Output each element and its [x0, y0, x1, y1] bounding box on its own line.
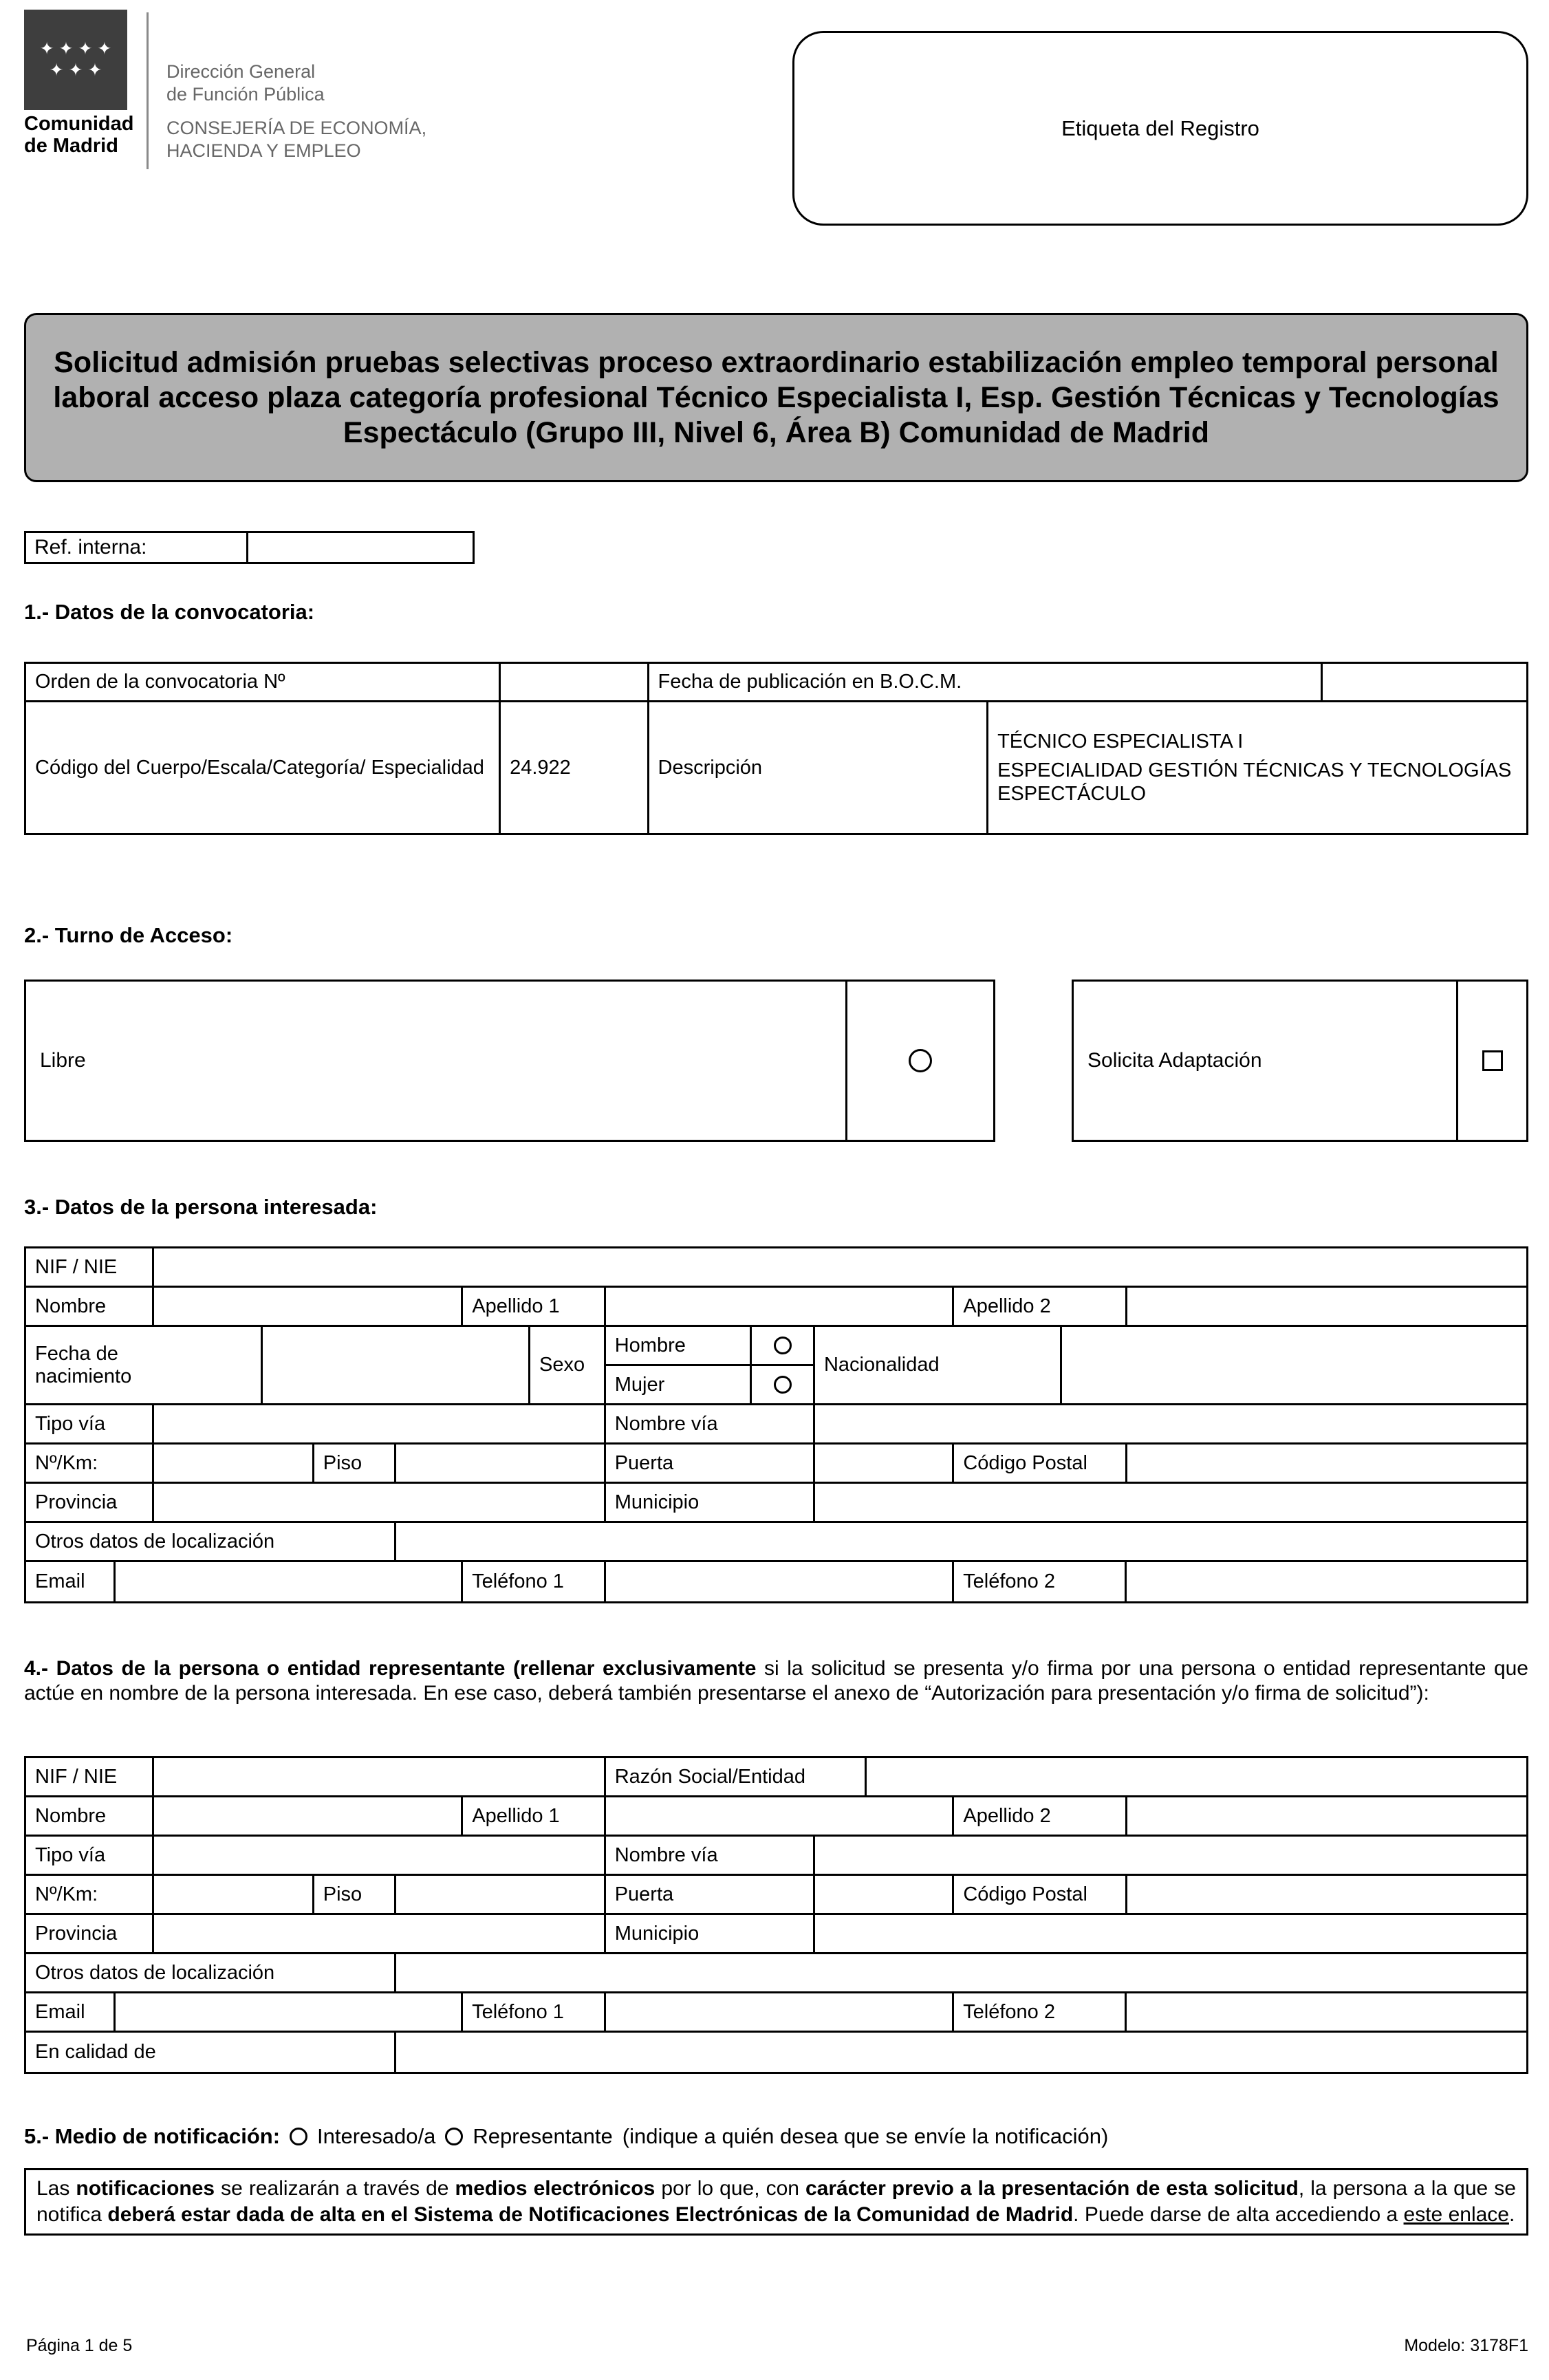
brand-line2: de Madrid [24, 135, 118, 157]
section5-line [24, 2124, 1108, 2149]
telefono1-label: Teléfono 1 [463, 1562, 605, 1601]
otros-datos-label: Otros datos de localización [26, 1523, 396, 1560]
note-seg10: . [1508, 2203, 1515, 2226]
nombre-label: Nombre [26, 1288, 154, 1325]
codigo-cuerpo-value: 24.922 [501, 702, 649, 833]
rep-nombre-label: Nombre [26, 1797, 154, 1835]
rep-tipo-via-label: Tipo vía [26, 1837, 154, 1874]
provincia-label: Provincia [26, 1484, 154, 1521]
nombre-via-label: Nombre vía [606, 1405, 815, 1442]
rep-nif-input[interactable] [154, 1758, 605, 1795]
solicita-adaptacion-checkbox[interactable] [1482, 1050, 1503, 1071]
notif-interesado-radio[interactable] [290, 2128, 307, 2145]
flag-stars-row2: ✦✦✦ [49, 61, 107, 80]
sexo-hombre-label: Hombre [606, 1327, 752, 1364]
org-consejeria [166, 117, 426, 162]
descripcion-line1: TÉCNICO ESPECIALISTA I [997, 731, 1244, 753]
note-seg2: notificaciones [76, 2177, 215, 2200]
rep-piso-label: Piso [314, 1876, 397, 1913]
codigo-postal-input[interactable] [1127, 1445, 1526, 1482]
rep-municipio-label: Municipio [606, 1915, 815, 1952]
turno-acceso-row [24, 980, 1528, 1142]
codigo-postal-label: Código Postal [954, 1445, 1127, 1482]
section1-heading: 1.- Datos de la convocatoria: [24, 600, 315, 624]
solicita-adaptacion-cell [1458, 982, 1526, 1140]
nombre-input[interactable] [154, 1288, 463, 1325]
num-km-input[interactable] [154, 1445, 314, 1482]
turno-libre-box [24, 980, 995, 1142]
codigo-cuerpo-label: Código del Cuerpo/Escala/Categoría/ Especialidad [26, 702, 501, 833]
descripcion-line2: ESPECIALIDAD GESTIÓN TÉCNICAS Y TECNOLOGÍAS ESPECTÁCULO [997, 759, 1512, 805]
section2-heading: 2.- Turno de Acceso: [24, 923, 233, 947]
header-divider [147, 12, 149, 169]
notif-representante-label: Representante [473, 2124, 613, 2148]
registry-label-text: Etiqueta del Registro [1061, 116, 1259, 140]
sexo-hombre-cell [752, 1327, 813, 1364]
nacionalidad-label: Nacionalidad [815, 1327, 1062, 1403]
tipo-via-label: Tipo vía [26, 1405, 154, 1442]
rep-provincia-label: Provincia [26, 1915, 154, 1952]
note-seg9: . Puede darse de alta accediendo a [1073, 2203, 1404, 2226]
en-calidad-label: En calidad de [26, 2033, 396, 2072]
sexo-options [606, 1327, 815, 1403]
form-title-text: Solicitud admisión pruebas selectivas proceso extraordinario estabilización empleo temporal personal laboral acceso plaza categoría profesional Técnico Especialista I, Esp. Gestión Técnicas y Tecnologías Espectáculo (Grupo III, Nivel 6, Área B) Comunidad de Madrid [53, 345, 1499, 449]
note-seg7: , la persona a la que se notifica [36, 2177, 1516, 2226]
model-number: Modelo: 3178F1 [1404, 2336, 1528, 2355]
section4-intro-rest: si la solicitud se presenta y/o firma por una persona o entidad representante que actúe en nombre de la persona interesada. En ese caso, deberá también presentarse el anexo de “Autorización para presentación y/o firma de solicitud”): [24, 1657, 1528, 1705]
note-seg5: por lo que, con [655, 2177, 805, 2200]
rep-telefono2-input[interactable] [1127, 1993, 1526, 2031]
section5-heading: 5.- Medio de notificación: [24, 2124, 281, 2148]
page-number: Página 1 de 5 [26, 2336, 133, 2355]
otros-datos-input[interactable] [396, 1523, 1526, 1560]
nif-input[interactable] [154, 1248, 1526, 1286]
section3-heading: 3.- Datos de la persona interesada: [24, 1195, 378, 1219]
form-title [24, 313, 1528, 482]
apellido1-label: Apellido 1 [463, 1288, 605, 1325]
org-line3: CONSEJERÍA DE ECONOMÍA, [166, 118, 427, 138]
note-seg6: carácter previo a la presentación de esta solicitud [805, 2177, 1299, 2200]
rep-piso-input[interactable] [396, 1876, 605, 1913]
ref-interna-input[interactable] [248, 533, 473, 562]
descripcion-value [988, 702, 1526, 833]
fecha-nacimiento-label: Fecha de nacimiento [26, 1327, 263, 1403]
email-label: Email [26, 1562, 116, 1601]
piso-label: Piso [314, 1445, 397, 1482]
puerta-input[interactable] [815, 1445, 954, 1482]
fecha-publicacion-label: Fecha de publicación en B.O.C.M. [649, 664, 1323, 700]
nacionalidad-input[interactable] [1062, 1327, 1526, 1403]
alta-link[interactable]: este enlace [1403, 2203, 1509, 2226]
org-line1: Dirección General [166, 61, 316, 82]
rep-nombre-input[interactable] [154, 1797, 463, 1835]
orden-convocatoria-label: Orden de la convocatoria Nº [26, 664, 501, 700]
municipio-label: Municipio [606, 1484, 815, 1521]
rep-email-label: Email [26, 1993, 116, 2031]
descripcion-label: Descripción [649, 702, 989, 833]
org-line4: HACIENDA Y EMPLEO [166, 140, 361, 161]
org-direccion [166, 61, 325, 106]
razon-social-label: Razón Social/Entidad [606, 1758, 867, 1795]
flag-stars-row1: ✦✦✦✦ [39, 39, 117, 58]
rep-apellido2-input[interactable] [1127, 1797, 1526, 1835]
turno-libre-cell [847, 982, 993, 1140]
rep-telefono1-label: Teléfono 1 [463, 1993, 605, 2031]
orden-convocatoria-input[interactable] [501, 664, 649, 700]
apellido2-label: Apellido 2 [954, 1288, 1127, 1325]
persona-interesada-table [24, 1246, 1528, 1603]
num-km-label: Nº/Km: [26, 1445, 154, 1482]
note-seg8: deberá estar dada de alta en el Sistema de Notificaciones Electrónicas de la Comunidad de Madrid [107, 2203, 1074, 2226]
rep-codigo-postal-label: Código Postal [954, 1876, 1127, 1913]
razon-social-input[interactable] [867, 1758, 1526, 1795]
sexo-mujer-cell [752, 1366, 813, 1403]
rep-email-input[interactable] [116, 1993, 464, 2031]
registry-label-box [792, 31, 1528, 226]
nombre-via-input[interactable] [815, 1405, 1526, 1442]
apellido1-input[interactable] [606, 1288, 955, 1325]
rep-telefono2-label: Teléfono 2 [954, 1993, 1127, 2031]
en-calidad-input[interactable] [396, 2033, 1526, 2072]
rep-municipio-input[interactable] [815, 1915, 1526, 1952]
section4-heading: 4.- Datos de la persona o entidad representante (rellenar exclusivamente [24, 1657, 757, 1680]
rep-apellido2-label: Apellido 2 [954, 1797, 1127, 1835]
solicita-adaptacion-label: Solicita Adaptación [1074, 982, 1458, 1140]
telefono2-input[interactable] [1127, 1562, 1526, 1601]
apellido2-input[interactable] [1127, 1288, 1526, 1325]
representante-table [24, 1756, 1528, 2074]
brand-line1: Comunidad [24, 113, 134, 135]
note-seg1: Las [36, 2177, 76, 2200]
rep-codigo-postal-input[interactable] [1127, 1876, 1526, 1913]
puerta-label: Puerta [606, 1445, 815, 1482]
sexo-mujer-radio[interactable] [774, 1376, 792, 1394]
rep-apellido1-input[interactable] [606, 1797, 955, 1835]
note-seg3: se realizarán a través de [215, 2177, 455, 2200]
rep-num-km-label: Nº/Km: [26, 1876, 154, 1913]
telefono1-input[interactable] [606, 1562, 955, 1601]
tipo-via-input[interactable] [154, 1405, 605, 1442]
note-seg4: medios electrónicos [455, 2177, 656, 2200]
sexo-hombre-radio[interactable] [774, 1337, 792, 1354]
rep-apellido1-label: Apellido 1 [463, 1797, 605, 1835]
section4-intro [24, 1656, 1528, 1706]
rep-otros-datos-input[interactable] [396, 1954, 1526, 1991]
email-input[interactable] [116, 1562, 464, 1601]
rep-otros-datos-label: Otros datos de localización [26, 1954, 396, 1991]
org-line2: de Función Pública [166, 84, 325, 105]
notif-interesado-label: Interesado/a [317, 2124, 436, 2148]
turno-libre-label: Libre [26, 982, 847, 1140]
rep-puerta-input[interactable] [815, 1876, 954, 1913]
notif-representante-radio[interactable] [445, 2128, 463, 2145]
rep-nombre-via-input[interactable] [815, 1837, 1526, 1874]
rep-provincia-input[interactable] [154, 1915, 605, 1952]
piso-input[interactable] [396, 1445, 605, 1482]
telefono2-label: Teléfono 2 [954, 1562, 1127, 1601]
fecha-publicacion-input[interactable] [1323, 664, 1526, 700]
solicita-adaptacion-box [1072, 980, 1528, 1142]
rep-telefono1-input[interactable] [606, 1993, 955, 2031]
provincia-input[interactable] [154, 1484, 605, 1521]
convocatoria-table [24, 662, 1528, 835]
ref-interna-box [24, 531, 475, 564]
fecha-nacimiento-input[interactable] [263, 1327, 530, 1403]
sexo-label: Sexo [530, 1327, 606, 1403]
notification-note-box [24, 2168, 1528, 2236]
comunidad-madrid-flag-logo [24, 10, 127, 110]
rep-nombre-via-label: Nombre vía [606, 1837, 815, 1874]
rep-tipo-via-input[interactable] [154, 1837, 605, 1874]
sexo-mujer-label: Mujer [606, 1366, 752, 1403]
rep-num-km-input[interactable] [154, 1876, 314, 1913]
rep-nif-label: NIF / NIE [26, 1758, 154, 1795]
nif-label: NIF / NIE [26, 1248, 154, 1286]
turno-libre-radio[interactable] [909, 1049, 932, 1072]
ref-interna-label: Ref. interna: [26, 533, 248, 562]
municipio-input[interactable] [815, 1484, 1526, 1521]
rep-puerta-label: Puerta [606, 1876, 815, 1913]
notif-hint: (indique a quién desea que se envíe la notificación) [622, 2124, 1109, 2148]
brand-name [24, 113, 134, 157]
